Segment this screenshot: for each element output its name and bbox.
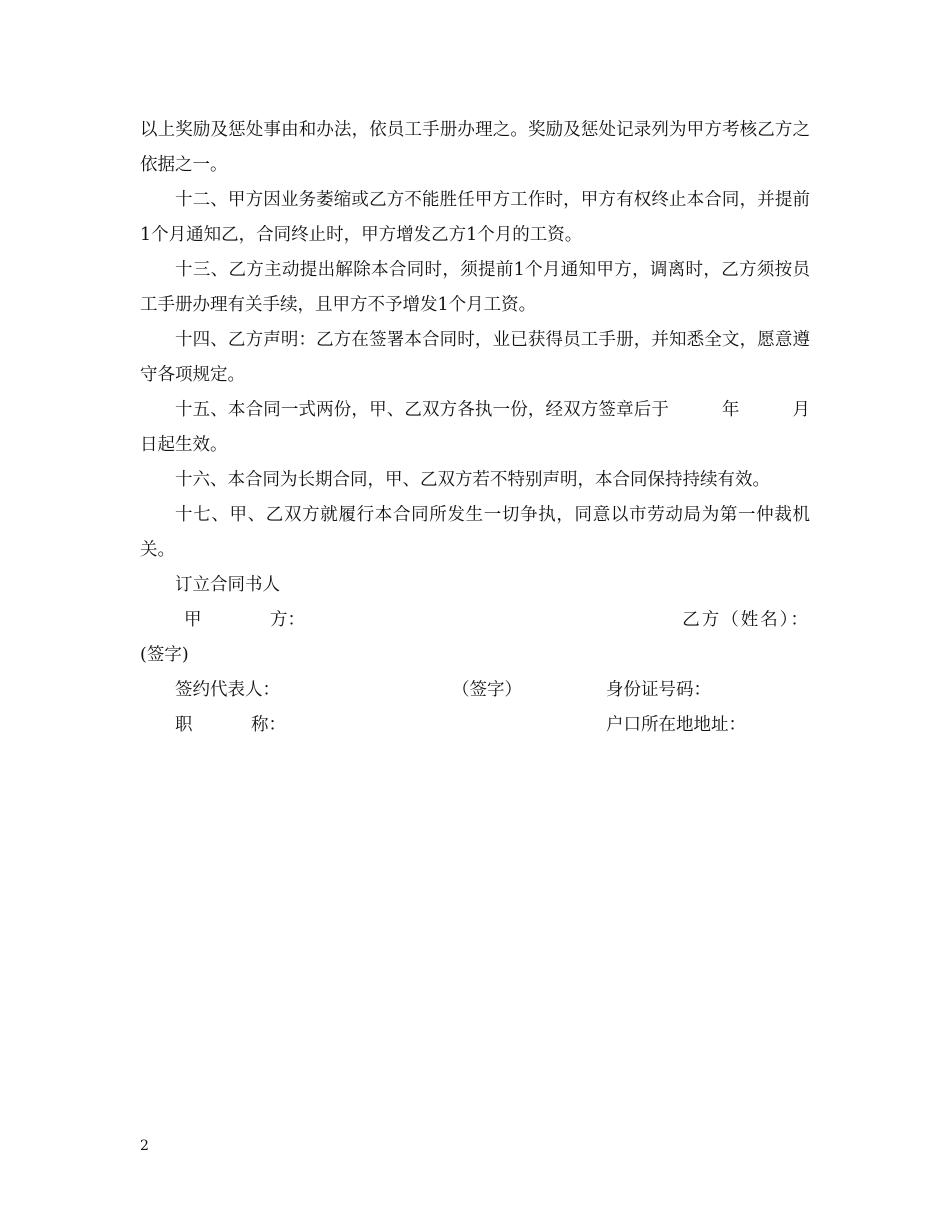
id-number-label: 身份证号码： — [606, 680, 711, 700]
contract-signatories-heading: 订立合同书人 — [175, 575, 280, 595]
sign-note: (签字) — [140, 645, 189, 665]
job-title-label-char2: 称： — [251, 715, 286, 735]
clause-15: 十五、本合同一式两份，甲、乙双方各执一份，经双方签章后于 年 月日起生效。 — [140, 400, 810, 455]
clause-13: 十三、乙方主动提出解除本合同时，须提前1个月通知甲方，调离时，乙方须按员工手册办理有关手续，且甲方不予增发1个月工资。 — [140, 260, 810, 315]
representative-sign-note: （签字） — [452, 680, 522, 700]
household-address-label: 户口所在地地址： — [606, 715, 746, 735]
clause-16: 十六、本合同为长期合同，甲、乙双方若不特别声明，本合同保持持续有效。 — [175, 470, 770, 490]
signature-row-title — [140, 708, 810, 743]
clause-14: 十四、乙方声明：乙方在签署本合同时，业已获得员工手册，并知悉全文，愿意遵守各项规定。 — [140, 330, 810, 385]
party-b-name-label: 乙方（姓名）： — [682, 610, 810, 630]
clause-12: 十二、甲方因业务萎缩或乙方不能胜任甲方工作时，甲方有权终止本合同，并提前1个月通知乙，合同终止时，甲方增发乙方1个月的工资。 — [140, 190, 810, 245]
paragraph-reward-penalty: 以上奖励及惩处事由和办法，依员工手册办理之。奖励及惩处记录列为甲方考核乙方之依据之一。 — [140, 120, 810, 175]
contract-body — [140, 113, 810, 743]
job-title-label-char1: 职 — [175, 715, 193, 735]
party-a-label-char2: 方： — [270, 610, 305, 630]
page-number: 2 — [140, 1138, 149, 1154]
clause-17: 十七、甲、乙双方就履行本合同所发生一切争执，同意以市劳动局为第一仲裁机关。 — [140, 505, 810, 560]
signature-row-sign-note — [140, 638, 810, 673]
signature-row-representative — [140, 673, 810, 708]
signature-row-parties — [140, 603, 810, 638]
party-a-label-char1: 甲 — [184, 610, 202, 630]
representative-label: 签约代表人： — [175, 680, 280, 700]
